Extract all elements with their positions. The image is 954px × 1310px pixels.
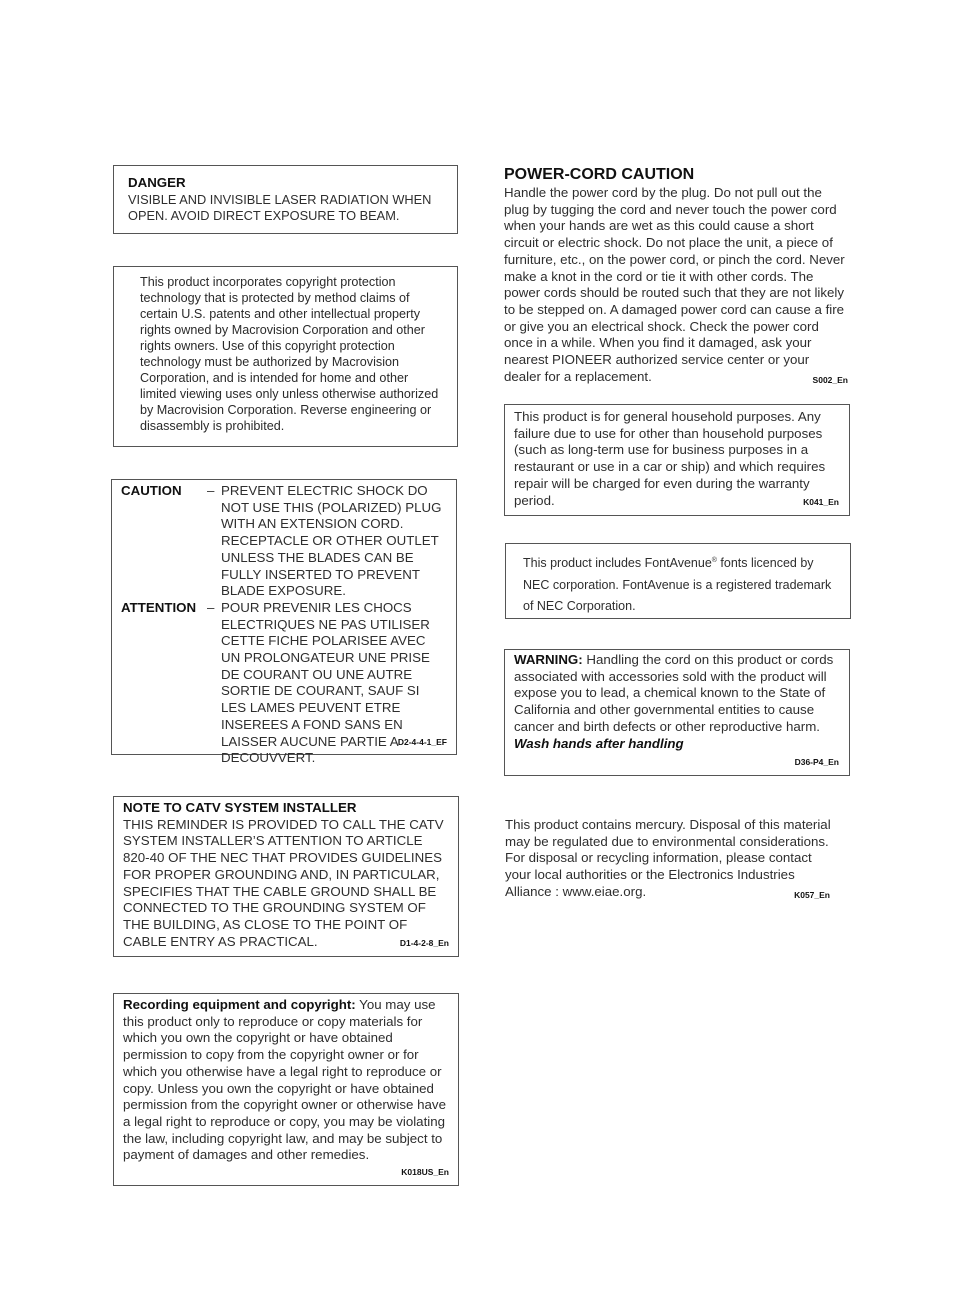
caution-notice xyxy=(111,479,457,766)
attention-dash: – xyxy=(207,599,215,615)
caution-label: CAUTION xyxy=(121,483,182,498)
mercury-section xyxy=(505,817,839,901)
registered-mark: ® xyxy=(711,557,717,564)
attention-text: POUR PREVENIR LES CHOCS ELECTRIQUES NE PAS UTILISER CETTE FICHE POLARISEE AVEC UN PROLONGATEUR UNE PRISE DE COURANT OU UNE AUTRE SORTIE DE COURANT, SAUF SI LES LAMES PEUVENT ETRE INSEREES A FOND SANS EN LAISSER AUCUNE PARTIE A DECOUVVERT. xyxy=(221,599,430,766)
attention-label: ATTENTION xyxy=(121,599,197,615)
recording-title: Recording equipment and copyright: xyxy=(123,997,356,1012)
recording-notice xyxy=(113,993,459,1186)
wash-hands-text: Wash hands after handling xyxy=(514,735,684,751)
warning-text: Handling the cord on this product or cords associated with accessories sold with the product will expose you to lead, a chemical known to the State of California and other governmental entities to cause cancer and birth defects or other reproductive harm. xyxy=(514,652,834,734)
power-cord-title: POWER-CORD CAUTION xyxy=(504,166,695,183)
warning-paragraph xyxy=(514,652,841,736)
danger-title: DANGER xyxy=(128,175,186,190)
recording-code: K018US_En xyxy=(401,1167,449,1177)
household-code: K041_En xyxy=(803,497,839,507)
caution-row xyxy=(121,483,448,600)
macrovision-notice xyxy=(113,266,458,447)
household-text: This product is for general household purposes. Any failure due to use for other than household purposes (such as long-term use for business purposes in a restaurant or use in a car or ship) and which requires repair will be charged for even during the warranty period. xyxy=(514,409,826,508)
warning-code: D36-P4_En xyxy=(794,757,839,767)
catv-code: D1-4-2-8_En xyxy=(399,938,449,948)
mercury-text: This product contains mercury. Disposal of this material may be regulated due to environmental considerations. For disposal or recycling information, please contact your local authorities or the Electronics Industries Alliance : www.eiae.org. xyxy=(505,817,831,899)
power-cord-text: Handle the power cord by the plug. Do not pull out the plug by tugging the cord and never touch the power cord when your hands are wet as this could cause a short circuit or electric shock. Do not place the unit, a piece of furniture, etc., on the power cord, or pinch the cord. Never make a knot in the cord or tie it with other cords. The power cords should be routed such that they are not likely to be stepped on. A damaged power cord can cause a fire or give you an electrical shock. Check the power cord once in a while. When you find it damaged, ask your nearest PIONEER authorized service center or your dealer for a replacement. xyxy=(504,185,845,384)
danger-text: VISIBLE AND INVISIBLE LASER RADIATION WHEN OPEN. AVOID DIRECT EXPOSURE TO BEAM. xyxy=(128,191,432,223)
catv-notice xyxy=(113,796,459,957)
catv-text: THIS REMINDER IS PROVIDED TO CALL THE CATV SYSTEM INSTALLER’S ATTENTION TO ARTICLE 820-40 OF THE NEC THAT PROVIDES GUIDELINES FOR PROPER GROUNDING AND, IN PARTICULAR, SPECIFIES THAT THE CABLE GROUND SHALL BE CONNECTED TO THE GROUNDING SYSTEM OF THE BUILDING, AS CLOSE TO THE POINT OF CABLE ENTRY AS PRACTICAL. xyxy=(123,816,444,949)
fontavenue-text-after: fonts licenced by NEC corporation. FontAvenue is a registered trademark of NEC Corporation. xyxy=(523,556,832,614)
mercury-code: K057_En xyxy=(794,889,830,900)
caution-dash: – xyxy=(207,483,215,498)
fontavenue-text-before: This product includes FontAvenue xyxy=(523,556,712,571)
recording-paragraph xyxy=(123,997,450,1164)
danger-notice xyxy=(113,165,458,234)
warning-label: WARNING: xyxy=(514,652,583,667)
fontavenue-notice xyxy=(505,543,851,619)
fontavenue-text xyxy=(523,550,838,618)
catv-title: NOTE TO CATV SYSTEM INSTALLER xyxy=(123,800,357,815)
power-cord-code: S002_En xyxy=(812,375,848,386)
caution-text: PREVENT ELECTRIC SHOCK DO NOT USE THIS (POLARIZED) PLUG WITH AN EXTENSION CORD. RECEPTACLE OR OTHER OUTLET UNLESS THE BLADES CAN BE FULLY INSERTED TO PREVENT BLADE EXPOSURE. xyxy=(221,483,442,599)
household-notice xyxy=(504,404,850,516)
macrovision-text: This product incorporates copyright protection technology that is protected by method claims of certain U.S. patents and other intellectual property rights owned by Macrovision Corporation and other rights owners. Use of this copyright protection technology must be authorized by Macrovision Corporation, and is intended for home and other limited viewing uses only unless otherwise authorized by Macrovision Corporation. Reverse engineering or disassembly is prohibited. xyxy=(140,275,439,433)
recording-text: You may use this product only to reproduce or copy materials for which you own the copyright or have obtained permission to copy from the copyright owner or for which you otherwise have a legal right to reproduce or copy. Unless you own the copyright or have obtained permission from the copyright owner or otherwise have a legal right to reproduce or copy, you may be violating the law, including copyright law, and may be subject to payment of damages and other remedies. xyxy=(123,997,446,1163)
caution-code: D2-4-4-1_EF xyxy=(397,737,447,747)
power-cord-section xyxy=(504,165,850,385)
warning-notice xyxy=(504,649,850,776)
